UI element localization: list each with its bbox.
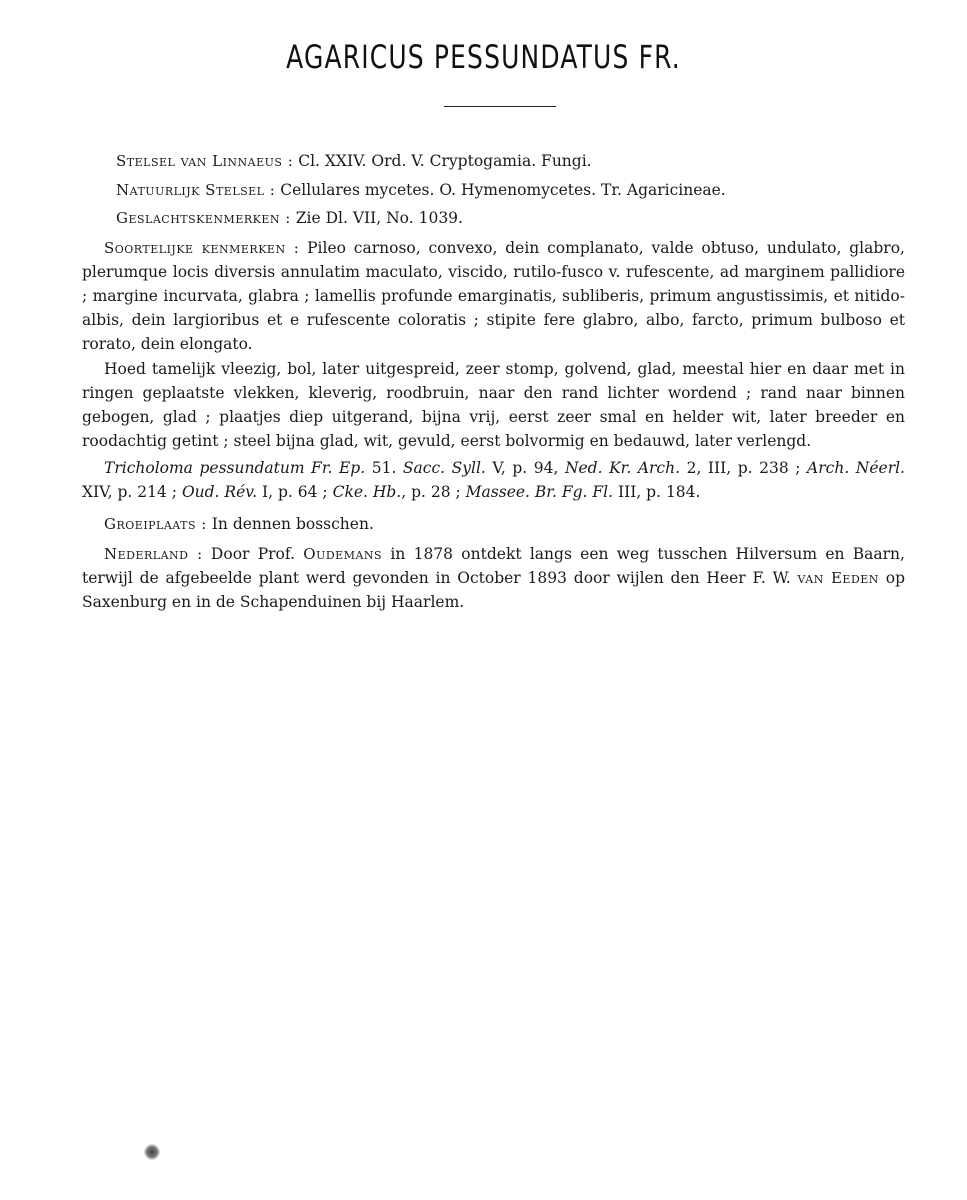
ref-text-3: 2, III, p. 238 ; [680, 459, 808, 477]
groeiplaats-label: Groeiplaats : [104, 515, 207, 533]
nederland-paragraph [82, 542, 905, 614]
soortelijke-kenmerken-label: Soortelijke kenmerken : [104, 239, 300, 257]
ref-ned-kr-arch: Ned. Kr. Arch. [564, 459, 681, 477]
nederland-text-1: Door Prof. [202, 545, 304, 563]
ref-arch-neerl: Arch. Néerl. [807, 459, 905, 477]
ref-massee: Massee. Br. Fg. Fl. [465, 483, 614, 501]
stelsel-linnaeus-text: Cl. XXIV. Ord. V. Cryptogamia. Fungi. [293, 152, 592, 170]
ref-tricholoma: Tricholoma pessundatum Fr. Ep. [104, 459, 366, 477]
ref-text-4: XIV, p. 214 ; [82, 483, 182, 501]
oudemans-name: Oudemans [303, 545, 383, 563]
ref-cke-hb: Cke. Hb. [332, 483, 402, 501]
groeiplaats-line [82, 512, 905, 536]
ref-saccardo: Sacc. Syll. [402, 459, 486, 477]
natuurlijk-stelsel-line [116, 178, 836, 202]
natuurlijk-stelsel-label: Natuurlijk Stelsel : [116, 181, 276, 199]
nederland-text-2: in 1878 ontdekt langs een weg tusschen Hilversum en Baarn, terwijl de afgebeelde plant werd gevonden in October 1893 door wijlen den Heer F. W. [82, 545, 905, 587]
geslachtskenmerken-label: Geslachtskenmerken : [116, 209, 291, 227]
title-divider [444, 106, 556, 107]
van-eeden-name: van Eeden [797, 569, 879, 587]
ref-text-2: V, p. 94, [485, 459, 565, 477]
geslachtskenmerken-text: Zie Dl. VII, No. 1039. [290, 209, 463, 227]
stelsel-linnaeus-line [116, 149, 836, 173]
stelsel-linnaeus-label: Stelsel van Linnaeus : [116, 152, 294, 170]
soortelijke-kenmerken-paragraph [82, 236, 905, 356]
hoed-description-paragraph: Hoed tamelijk vleezig, bol, later uitgespreid, zeer stomp, golvend, glad, meestal hier en daar met in ringen geplaatste vlekken, kleverig, roodbruin, naar den rand lichter wordend ; rand naar binnen gebogen, glad ; plaatjes diep uitgerand, bijna vrij, eerst zeer smal en helder wit, later breeder en roodachtig getint ; steel bijna glad, wit, gevuld, eerst bolvormig en bedauwd, later verlengd. [82, 360, 905, 450]
geslachtskenmerken-line [116, 206, 836, 230]
natuurlijk-stelsel-text: Cellulares mycetes. O. Hymenomycetes. Tr. Agaricineae. [275, 181, 726, 199]
ink-speck [144, 1144, 160, 1160]
ref-text-5: I, p. 64 ; [257, 483, 333, 501]
nederland-label: Nederland : [104, 545, 203, 563]
soortelijke-kenmerken-text: Pileo carnoso, convexo, dein complanato, valde obtuso, undulato, glabro, plerumque locis diversis annulatim maculato, viscido, rutilo-fusco v. rufescente, ad marginem pallidiore ; margine incurvata, glabra ; lamellis profunde emarginatis, subliberis, primum angustissimis, et nitido-albis, dein largioribus et e rufescente coloratis ; stipite fere glabro, albo, farcto, primum bulboso et rorato, dein elongato. [82, 239, 905, 353]
references-paragraph [82, 456, 905, 504]
ref-text-6: , p. 28 ; [401, 483, 466, 501]
ref-text-7: III, p. 184. [613, 483, 701, 501]
page-title: AGARICUS PESSUNDATUS FR. [286, 38, 681, 76]
nederland-text-3: op Saxenburg en in de Schapenduinen bij Haarlem. [82, 569, 905, 611]
ref-text-1: 51. [365, 459, 403, 477]
ref-oud-rev: Oud. Rév. [181, 483, 258, 501]
groeiplaats-text: In dennen bosschen. [206, 515, 374, 533]
